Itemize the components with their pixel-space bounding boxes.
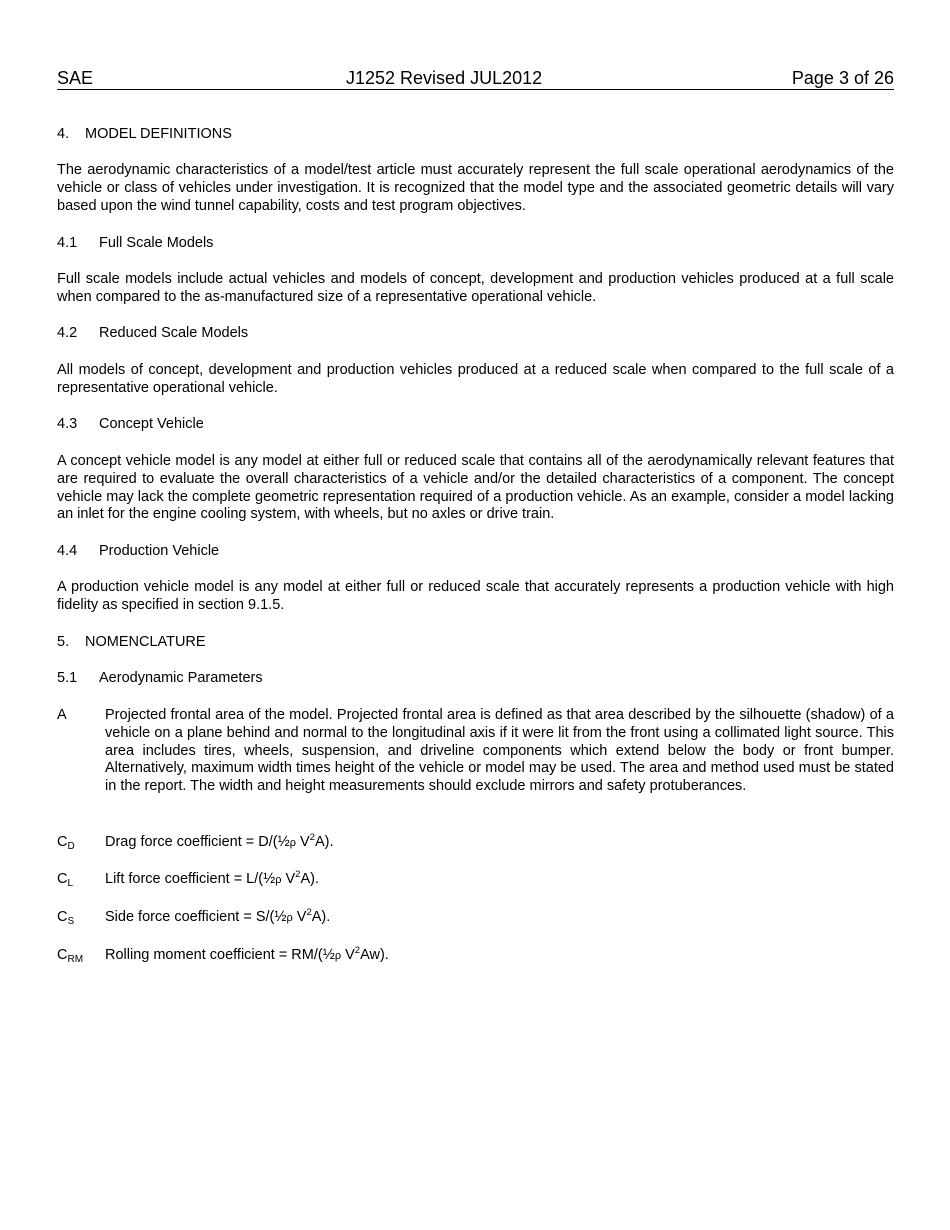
formula-v: V xyxy=(292,909,307,925)
definition-text xyxy=(105,871,894,890)
section-number: 5.1 xyxy=(57,670,78,686)
header-doc-id: J1252 Revised JUL2012 xyxy=(346,68,543,88)
formula-v: V xyxy=(295,834,310,850)
definition-crm xyxy=(57,947,894,966)
formula-rho: ρ xyxy=(289,837,296,849)
definition-term: A xyxy=(57,707,67,723)
section-title: NOMENCLATURE xyxy=(85,634,206,650)
definition-term xyxy=(57,947,83,965)
section-title: Production Vehicle xyxy=(99,543,220,559)
section-4-3-paragraph: A concept vehicle model is any model at either full or reduced scale that contains all of the aerodynamically relevant features that are required to evaluate the overall characteristics of a vehicle and/or the detailed characteristics of a component. The concept vehicle may lack the complete geometric representation required of a production vehicle. As an example, consider a model lacking an inlet for the engine cooling system, with wheels, but no axles or drive train. xyxy=(57,453,894,523)
formula-suffix: A). xyxy=(311,909,331,925)
formula-half: ½ xyxy=(263,871,276,887)
section-heading-4-3 xyxy=(57,416,204,434)
term-base: C xyxy=(57,871,68,887)
definition-term xyxy=(57,909,74,927)
section-number: 4. xyxy=(57,126,70,142)
header-org: SAE xyxy=(57,68,94,88)
section-title: Full Scale Models xyxy=(99,235,214,251)
formula-v: V xyxy=(341,947,355,963)
term-subscript: S xyxy=(67,916,75,927)
formula-half: ½ xyxy=(274,909,287,925)
definition-cs xyxy=(57,909,894,928)
section-title: Reduced Scale Models xyxy=(99,325,249,341)
formula-prefix: Drag force coefficient = D/( xyxy=(105,834,278,850)
definition-cl xyxy=(57,871,894,890)
section-4-4-paragraph: A production vehicle model is any model at either full or reduced scale that accurately represents a production vehicle with high fidelity as specified in section 9.1.5. xyxy=(57,579,894,613)
definition-term xyxy=(57,834,75,852)
term-subscript: RM xyxy=(67,954,84,965)
term-base: C xyxy=(57,834,68,850)
formula-prefix: Side force coefficient = S/( xyxy=(105,909,275,925)
formula-prefix: Rolling moment coefficient = RM/( xyxy=(105,947,323,963)
definition-term xyxy=(57,871,73,889)
formula-rho: ρ xyxy=(275,874,282,886)
section-title: Aerodynamic Parameters xyxy=(99,670,263,686)
definition-text: Projected frontal area of the model. Projected frontal area is defined as that area described by the silhouette (shadow) of a vehicle on a plane behind and normal to the longitudinal axis if it were lit from the front using a collimated light source. This area includes tires, wheels, suspension, and driveline components which extend below the body or front bumper. Alternatively, maximum width times height of the vehicle or model may be used. The area and method used must be stated in the report. The width and height measurements should exclude mirrors and safety protuberances. xyxy=(105,707,894,795)
section-number: 4.2 xyxy=(57,325,78,341)
formula-rho: ρ xyxy=(334,950,342,962)
definition-text xyxy=(105,834,894,853)
definition-text xyxy=(105,947,894,966)
definition-a xyxy=(57,707,894,796)
definition-cd xyxy=(57,834,894,853)
term-base: C xyxy=(57,909,68,925)
section-heading-5-1 xyxy=(57,670,263,688)
formula-half: ½ xyxy=(322,947,335,963)
section-number: 4.4 xyxy=(57,543,78,559)
term-subscript: D xyxy=(67,841,75,852)
section-number: 4.3 xyxy=(57,416,78,432)
formula-suffix: A). xyxy=(300,871,319,887)
section-heading-4-2 xyxy=(57,325,248,343)
formula-superscript: 2 xyxy=(354,945,361,956)
section-number: 5. xyxy=(57,634,70,650)
definition-text xyxy=(105,909,894,928)
header-page-number: Page 3 of 26 xyxy=(791,68,894,88)
formula-prefix: Lift force coefficient = L/( xyxy=(105,871,264,887)
section-heading-5 xyxy=(57,634,206,652)
section-heading-4-4 xyxy=(57,543,219,561)
section-heading-4 xyxy=(57,126,232,144)
formula-superscript: 2 xyxy=(309,832,315,843)
section-4-paragraph: The aerodynamic characteristics of a model/test article must accurately represent the full scale operational aerodynamics of the vehicle or class of vehicles under investigation. It is recognized that the model type and the associated geometric details will vary based upon the wind tunnel capability, costs and test program objectives. xyxy=(57,162,894,214)
section-4-1-paragraph: Full scale models include actual vehicles and models of concept, development and production vehicles produced at a full scale when compared to the as-manufactured size of a representative operational vehicle. xyxy=(57,271,894,305)
section-title: Concept Vehicle xyxy=(99,416,204,432)
term-base: C xyxy=(57,947,68,963)
formula-superscript: 2 xyxy=(306,907,312,918)
formula-suffix: Aw). xyxy=(360,947,389,963)
term-subscript: L xyxy=(67,878,74,889)
formula-half: ½ xyxy=(277,834,290,850)
section-heading-4-1 xyxy=(57,235,213,253)
formula-superscript: 2 xyxy=(295,869,301,880)
section-4-2-paragraph: All models of concept, development and production vehicles produced at a reduced scale when compared to the full scale of a representative operational vehicle. xyxy=(57,362,894,396)
section-title: MODEL DEFINITIONS xyxy=(85,126,232,142)
formula-rho: ρ xyxy=(286,912,293,924)
formula-v: V xyxy=(281,871,296,887)
formula-suffix: A). xyxy=(314,834,334,850)
section-number: 4.1 xyxy=(57,235,78,251)
page-header xyxy=(57,67,894,90)
